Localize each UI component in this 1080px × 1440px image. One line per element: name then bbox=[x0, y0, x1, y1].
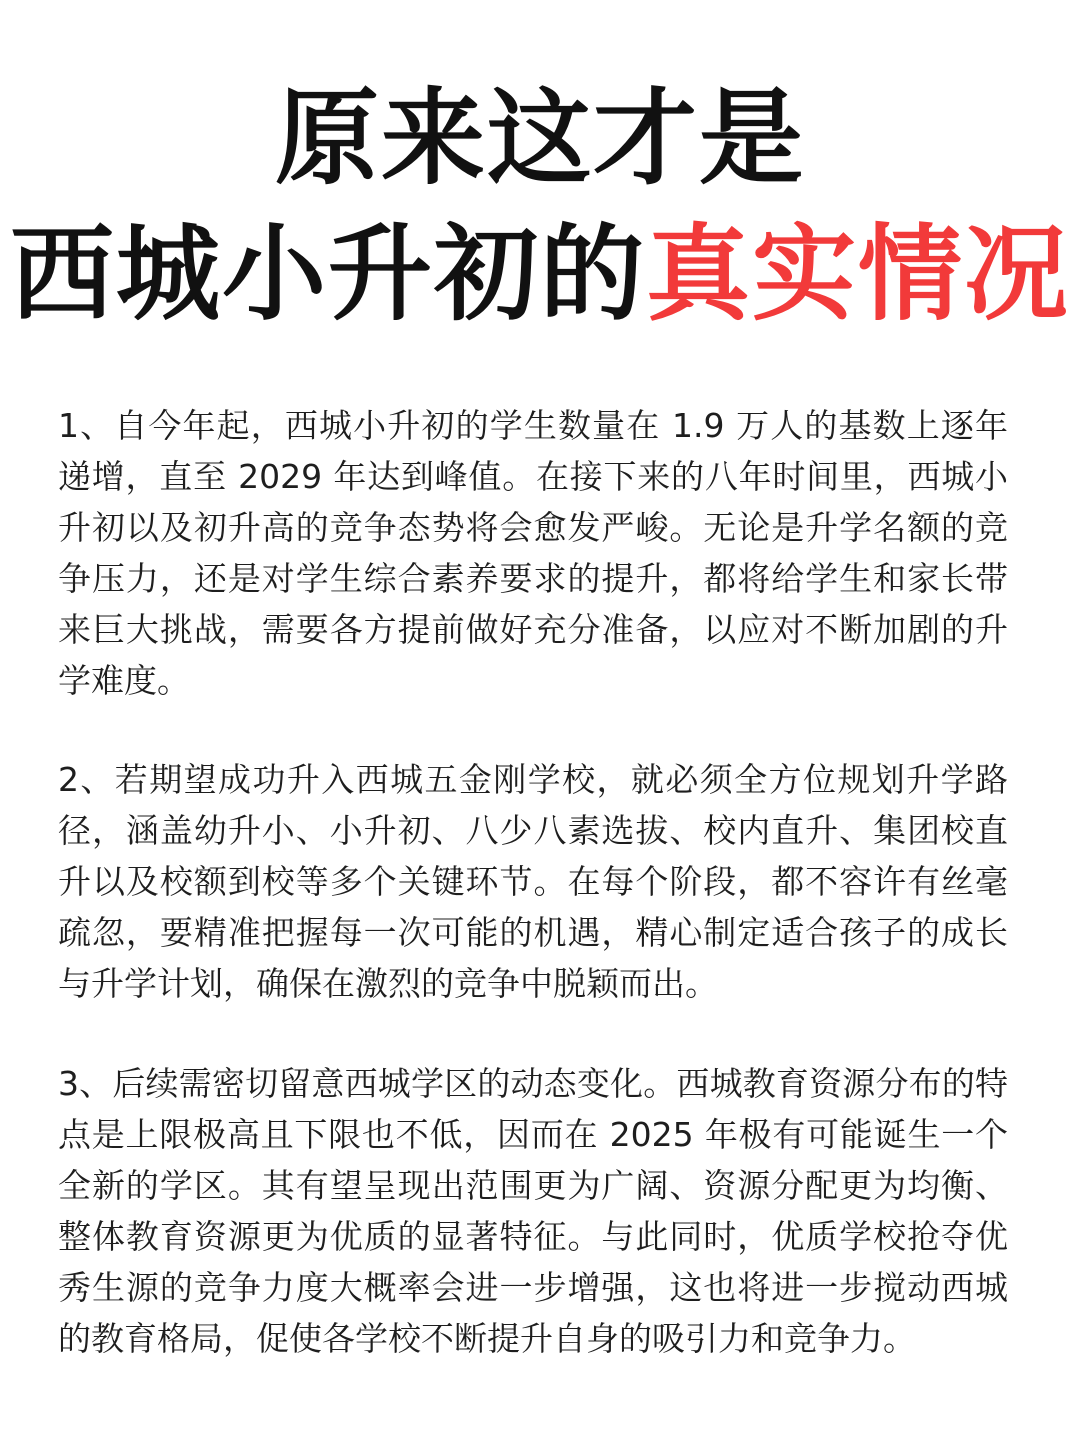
paragraph-2: 2、若期望成功升入西城五金刚学校，就必须全方位规划升学路径，涵盖幼升小、小升初、八少八素选拔、校内直升、集团校直升以及校额到校等多个关键环节。在每个阶段，都不容许有丝毫疏忽，要精准把握每一次可能的机遇，精心制定适合孩子的成长与升学计划，确保在激烈的竞争中脱颖而出。 bbox=[58, 760, 1008, 1003]
paragraph-3: 3、后续需密切留意西城学区的动态变化。西城教育资源分布的特点是上限极高且下限也不低，因而在 2025 年极有可能诞生一个全新的学区。其有望呈现出范围更为广阔、资源分配更为均衡、整体教育资源更为优质的显著特征。与此同时，优质学校抢夺优秀生源的竞争力度大概率会进一步增强，这也将进一步搅动西城的教育格局，促使各学校不断提升自身的吸引力和竞争力。 bbox=[58, 1064, 1008, 1358]
title-highlight: 真实情况 bbox=[646, 213, 1071, 335]
paragraph-1: 1、自今年起，西城小升初的学生数量在 1.9 万人的基数上逐年递增，直至 2029 年达到峰值。在接下来的八年时间里，西城小升初以及初升高的竞争态势将会愈发严峻。无论是升学名额的竞争压力，还是对学生综合素养要求的提升，都将给学生和家长带来巨大挑战，需要各方提前做好充分准备，以应对不断加剧的升学难度。 bbox=[58, 406, 1008, 700]
title-line-1: 原来这才是 bbox=[274, 77, 805, 199]
title-line-2-plain: 西城小升初的 bbox=[9, 213, 646, 335]
title-line-2 bbox=[0, 213, 1080, 335]
